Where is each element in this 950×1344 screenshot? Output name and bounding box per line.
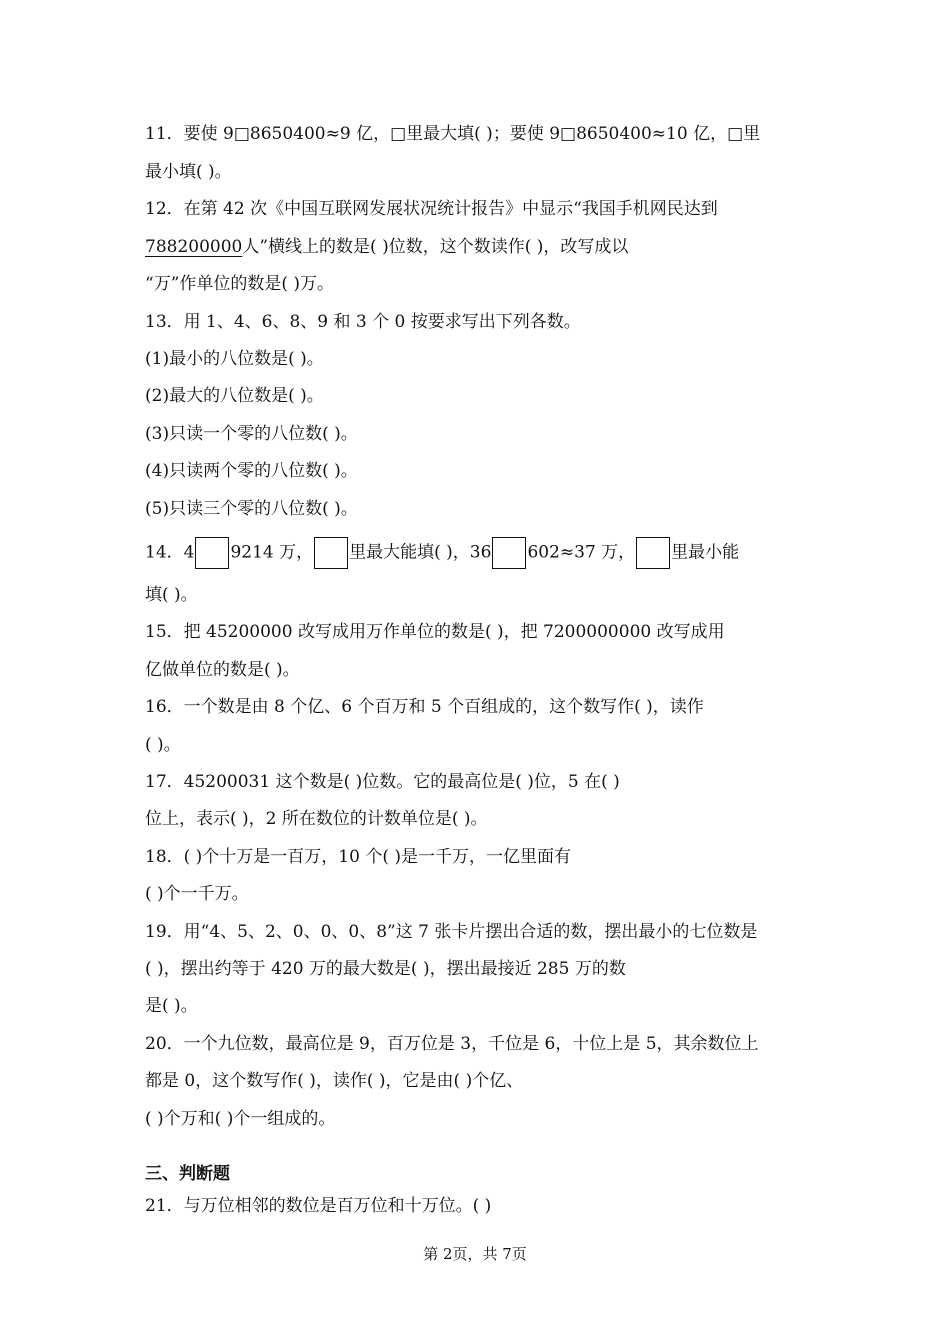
q20-line1: 20．一个九位数，最高位是 9，百万位是 3，千位是 6，十位上是 5，其余数位上 — [145, 1034, 759, 1054]
q19-line2: ( )，摆出约等于 420 万的最大数是( )，摆出最接近 285 万的数 — [145, 959, 626, 979]
q18-line2: ( )个一千万。 — [145, 884, 249, 904]
q12-line2-rest: 人”横线上的数是( )位数，这个数读作( )，改写成以 — [242, 237, 629, 257]
answer-box[interactable] — [492, 537, 526, 569]
q13-item-4: (4)只读两个零的八位数( )。 — [145, 461, 358, 481]
q16-line2: ( )。 — [145, 735, 181, 755]
q14-line1 — [145, 537, 739, 569]
page-footer: 第 2页，共 7页 — [423, 1245, 527, 1263]
q13-item-5: (5)只读三个零的八位数( )。 — [145, 499, 358, 519]
q21-line: 21．与万位相邻的数位是百万位和十万位。( ) — [145, 1196, 492, 1216]
q14-part5: 里最小能 — [671, 542, 740, 563]
answer-box[interactable] — [314, 537, 348, 569]
q12-line1: 12．在第 42 次《中国互联网发展状况统计报告》中显示“我国手机网民达到 — [145, 199, 718, 219]
q20-line2: 都是 0，这个数写作( )，读作( )，它是由( )个亿、 — [145, 1071, 524, 1091]
q12-line2 — [145, 235, 628, 259]
q16-line1: 16．一个数是由 8 个亿、6 个百万和 5 个百组成的，这个数写作( )，读作 — [145, 697, 704, 717]
q12-underlined-number: 788200000 — [145, 237, 243, 257]
q18-line1: 18．( )个十万是一百万，10 个( )是一千万，一亿里面有 — [145, 847, 572, 867]
q14-part4: 602≈37 万， — [527, 542, 636, 563]
q12-line3: “万”作单位的数是( )万。 — [145, 274, 335, 294]
q17-line2: 位上，表示( )，2 所在数位的计数单位是( )。 — [145, 809, 488, 829]
q13-item-2: (2)最大的八位数是( )。 — [145, 386, 324, 406]
section-heading: 三、判断题 — [145, 1164, 230, 1184]
q11-line2: 最小填( )。 — [145, 162, 232, 182]
q14-part2: 9214 万， — [230, 542, 314, 563]
q14-part3: 里最大能填( )，36 — [349, 542, 492, 563]
q19-line3: 是( )。 — [145, 996, 198, 1016]
q19-line1: 19．用“4、5、2、0、0、0、8”这 7 张卡片摆出合适的数，摆出最小的七位数是 — [145, 922, 758, 942]
q11-line1: 11．要使 9□8650400≈9 亿，□里最大填( )；要使 9□8650400≈10 亿，□里 — [145, 124, 761, 144]
q14-part1: 14．4 — [145, 542, 195, 563]
answer-box[interactable] — [195, 537, 229, 569]
q20-line3: ( )个万和( )个一组成的。 — [145, 1109, 336, 1129]
answer-box[interactable] — [636, 537, 670, 569]
q13-item-1: (1)最小的八位数是( )。 — [145, 349, 324, 369]
q14-line2: 填( )。 — [145, 585, 198, 605]
q13-item-3: (3)只读一个零的八位数( )。 — [145, 424, 358, 444]
q13-stem: 13．用 1、4、6、8、9 和 3 个 0 按要求写出下列各数。 — [145, 312, 581, 332]
q15-line1: 15．把 45200000 改写成用万作单位的数是( )，把 7200000000 改写成用 — [145, 622, 725, 642]
q15-line2: 亿做单位的数是( )。 — [145, 660, 300, 680]
q17-line1: 17．45200031 这个数是( )位数。它的最高位是( )位，5 在( ) — [145, 772, 620, 792]
